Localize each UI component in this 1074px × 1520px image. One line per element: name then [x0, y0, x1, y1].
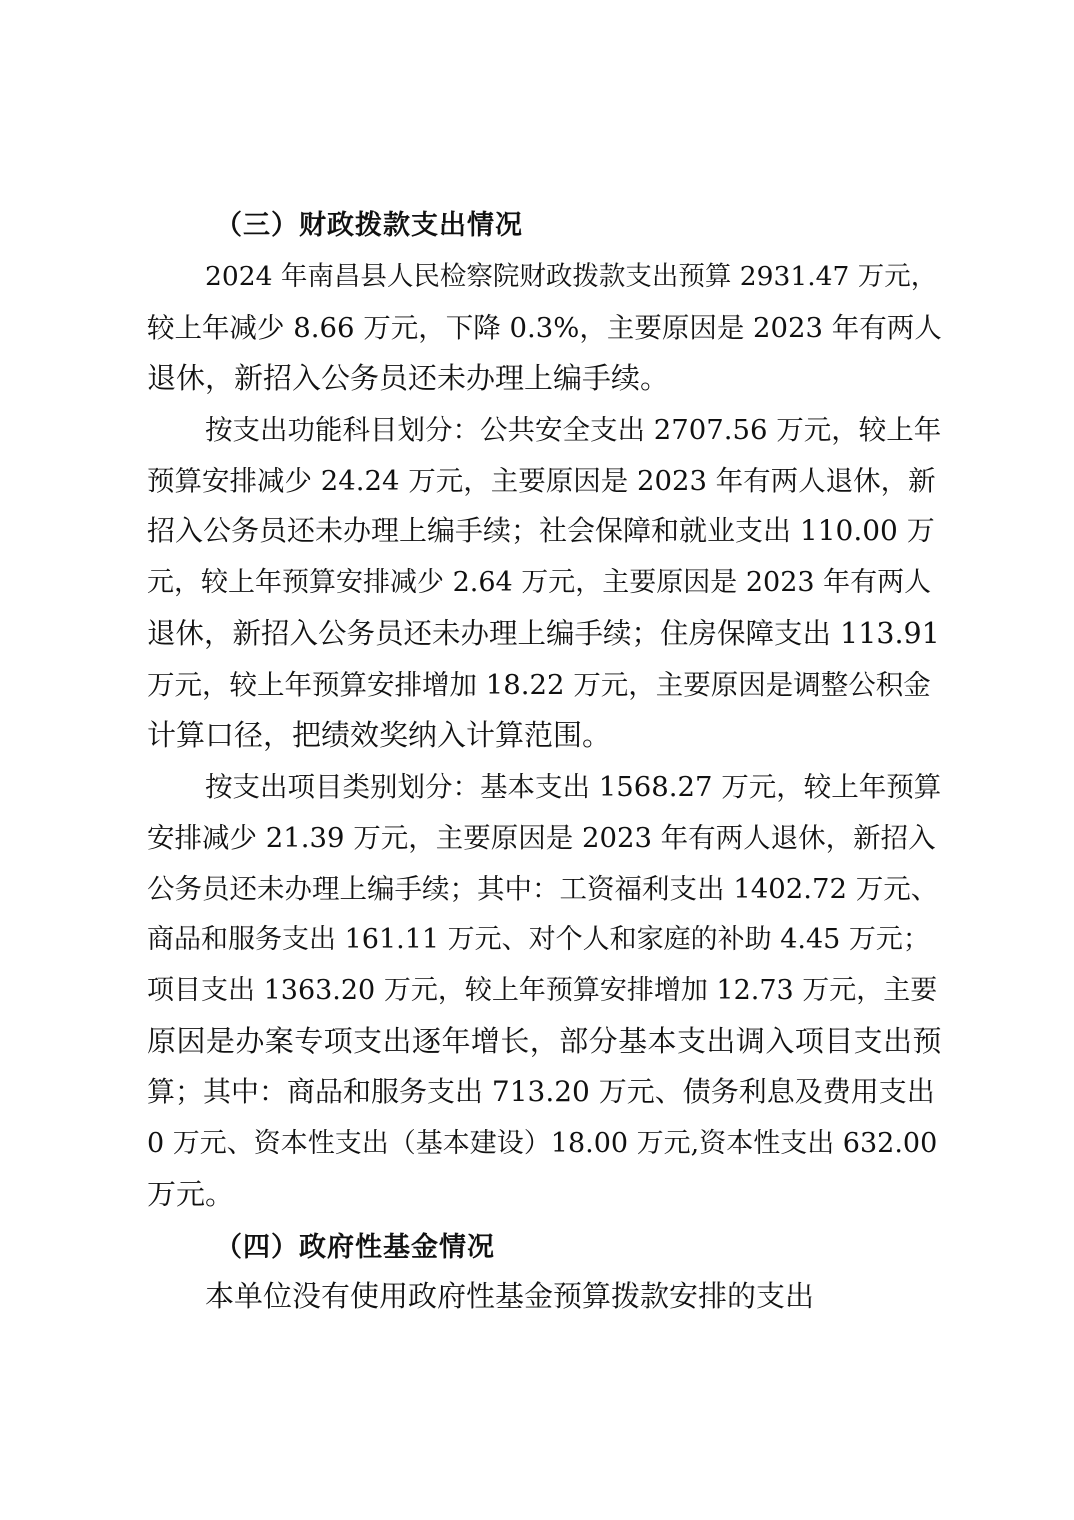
paragraph-line: 安排减少 21.39 万元，主要原因是 2023 年有两人退休，新招入 [147, 822, 936, 854]
paragraph-line: 原因是办案专项支出逐年增长，部分基本支出调入项目支出预 [147, 1024, 942, 1058]
paragraph-line: 退休，新招入公务员还未办理上编手续；住房保障支出 113.91 [147, 617, 940, 650]
paragraph-line: 商品和服务支出 161.11 万元、对个人和家庭的补助 4.45 万元； [147, 924, 930, 955]
paragraph-line: 0 万元、资本性支出（基本建设）18.00 万元,资本性支出 632.00 [147, 1128, 938, 1159]
paragraph-line: 万元，较上年预算安排增加 18.22 万元，主要原因是调整公积金 [147, 669, 931, 701]
paragraph-line: 万元。 [147, 1177, 235, 1211]
paragraph-line: 按支出项目类别划分：基本支出 1568.27 万元，较上年预算 [205, 771, 942, 803]
paragraph-line: 项目支出 1363.20 万元，较上年预算安排增加 12.73 万元，主要 [147, 975, 938, 1006]
section-heading-3: （三）财政拨款支出情况 [215, 210, 523, 241]
paragraph-line: 预算安排减少 24.24 万元，主要原因是 2023 年有两人退休，新 [147, 465, 936, 497]
paragraph-line: 本单位没有使用政府性基金预算拨款安排的支出 [205, 1279, 815, 1313]
paragraph-line: 退休，新招入公务员还未办理上编手续。 [147, 361, 670, 395]
paragraph-line: 2024 年南昌县人民检察院财政拨款支出预算 2931.47 万元， [205, 261, 938, 292]
paragraph-line: 较上年减少 8.66 万元，下降 0.3%，主要原因是 2023 年有两人 [147, 312, 942, 344]
section-heading-4: （四）政府性基金情况 [215, 1232, 495, 1263]
paragraph-line: 按支出功能科目划分：公共安全支出 2707.56 万元，较上年 [205, 414, 942, 446]
paragraph-line: 元，较上年预算安排减少 2.64 万元，主要原因是 2023 年有两人 [147, 567, 932, 598]
paragraph-line: 计算口径，把绩效奖纳入计算范围。 [147, 718, 612, 752]
paragraph-line: 招入公务员还未办理上编手续；社会保障和就业支出 110.00 万 [147, 514, 935, 547]
paragraph-line: 公务员还未办理上编手续；其中：工资福利支出 1402.72 万元、 [147, 873, 939, 905]
paragraph-line: 算；其中：商品和服务支出 713.20 万元、债务利息及费用支出 [147, 1075, 935, 1108]
